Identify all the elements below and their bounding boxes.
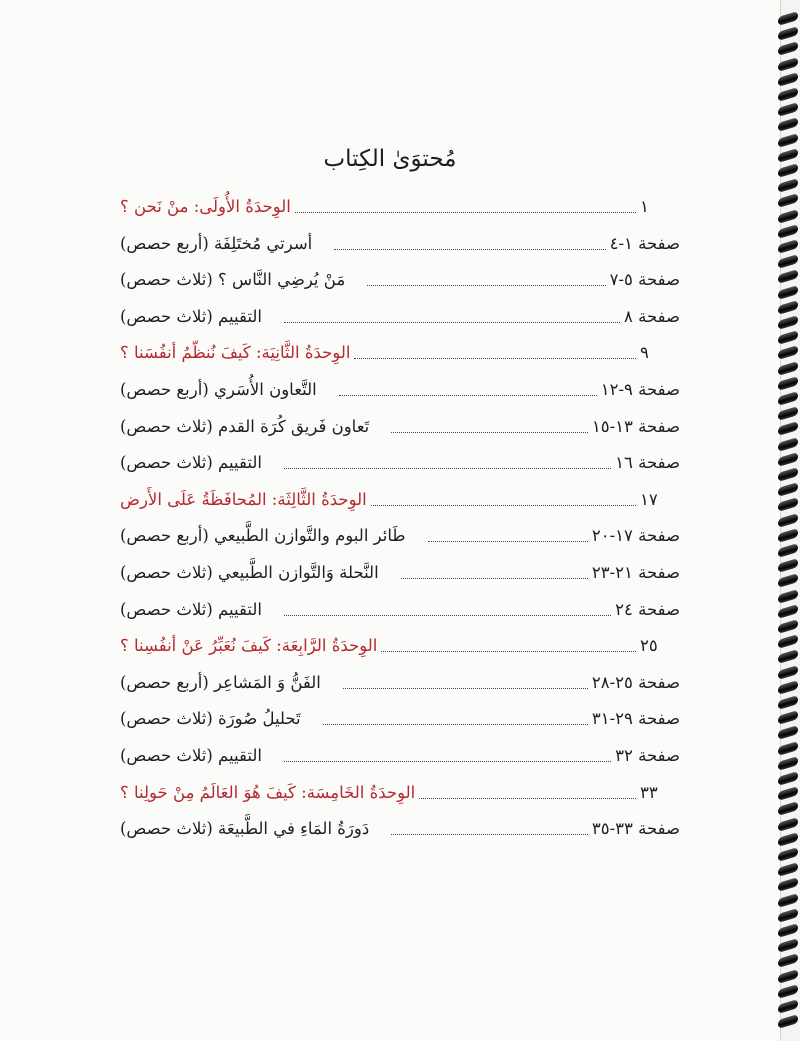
- leader-dots: [343, 688, 588, 689]
- toc-entry-row: [118, 261, 680, 291]
- spiral-coil: [778, 437, 798, 452]
- page-reference: ٢٥: [640, 636, 658, 656]
- toc-entry-row: [118, 737, 680, 767]
- spiral-coil: [778, 513, 798, 528]
- leader-dots: [391, 834, 588, 835]
- spiral-coil: [778, 589, 798, 604]
- leader-dots: [354, 358, 636, 359]
- spiral-coil: [778, 680, 798, 695]
- entry-title: دَورَةُ المَاءِ في الطَّبيعَة (ثلاث حصص): [120, 819, 370, 839]
- spiral-coil: [778, 710, 798, 725]
- spiral-coil: [778, 467, 798, 482]
- toc-entry-row: [118, 554, 680, 584]
- spiral-coil: [778, 999, 798, 1014]
- spiral-coil: [778, 893, 798, 908]
- spiral-coil: [778, 528, 798, 543]
- toc-unit-row: [118, 334, 680, 364]
- spiral-coil: [778, 239, 798, 254]
- spiral-coil: [778, 133, 798, 148]
- spiral-coil: [778, 422, 798, 437]
- spiral-coil: [778, 361, 798, 376]
- unit-title: الوِحدَةُ الرَّابِعَة: كَيفَ نُعَبِّرُ عَنْ أنفُسِنا ؟: [120, 636, 378, 656]
- entry-title: التقييم (ثلاث حصص): [120, 746, 262, 765]
- unit-title: الوِحدَةُ الأُولَى: منْ نَحن ؟: [120, 197, 291, 216]
- spiral-coil: [778, 11, 798, 26]
- page-reference: صفحة ١٧-٢٠: [591, 526, 680, 546]
- spiral-coil: [778, 771, 798, 786]
- entry-title: النَّحلة وَالتَّوازن الطَّبيعي (ثلاث حصص): [120, 563, 379, 582]
- page-reference: صفحة ٢٩-٣١: [591, 709, 680, 729]
- leader-dots: [391, 432, 588, 433]
- page-reference: صفحة ١-٤: [609, 233, 680, 253]
- spiral-coil: [778, 315, 798, 330]
- page-reference: ٣٣: [640, 782, 658, 802]
- entry-title: طَائر البوم والتَّوازن الطَّبيعي (أربع حصص): [120, 526, 406, 546]
- spiral-coil: [778, 832, 798, 847]
- spiral-coil: [778, 650, 798, 665]
- spiral-coil: [778, 163, 798, 178]
- page-reference: ١٧: [640, 489, 658, 509]
- spiral-coil: [778, 1014, 798, 1029]
- entry-title: أسرتي مُختَلِفَة (أربع حصص): [120, 233, 313, 253]
- spiral-coil: [778, 543, 798, 558]
- leader-dots: [339, 395, 597, 396]
- toc-entry-row: [118, 298, 680, 328]
- spiral-coil: [778, 452, 798, 467]
- leader-dots: [323, 724, 588, 725]
- page-reference: صفحة ١٦: [615, 453, 680, 473]
- spiral-coil: [778, 619, 798, 634]
- leader-dots: [295, 212, 636, 213]
- spiral-coil: [778, 42, 798, 57]
- toc-unit-row: [118, 188, 680, 218]
- spiral-coil: [778, 574, 798, 589]
- unit-title: الوِحدَةُ الثَّالِثَة: المُحافَظَةُ عَلَى الأَرض: [120, 489, 367, 509]
- spiral-coil: [778, 209, 798, 224]
- toc-entry-row: [118, 225, 680, 255]
- toc-entry-row: [118, 444, 680, 474]
- spiral-coil: [778, 786, 798, 801]
- spiral-coil: [778, 330, 798, 345]
- spiral-coil: [778, 665, 798, 680]
- leader-dots: [284, 615, 611, 616]
- entry-title: التقييم (ثلاث حصص): [120, 306, 262, 326]
- spiral-coil: [778, 726, 798, 741]
- spiral-coil: [778, 72, 798, 87]
- spiral-coil: [778, 194, 798, 209]
- page-reference: صفحة ٨: [624, 306, 680, 326]
- spiral-coil: [778, 695, 798, 710]
- toc-entry-row: [118, 810, 680, 840]
- leader-dots: [371, 505, 636, 506]
- spiral-coil: [778, 178, 798, 193]
- entry-title: التقييم (ثلاث حصص): [120, 453, 262, 473]
- unit-title: الوِحدَةُ الثَّانِيَة: كَيفَ نُنظّمُ أنفُسَنا ؟: [120, 343, 351, 363]
- spiral-coil: [778, 558, 798, 573]
- page-reference: صفحة ٢٥-٢٨: [591, 672, 680, 692]
- entry-title: تَحليلُ صُورَة (ثلاث حصص): [120, 709, 301, 729]
- toc-entry-row: [118, 664, 680, 694]
- spiral-coil: [778, 482, 798, 497]
- spiral-coil: [778, 118, 798, 133]
- spiral-coil: [778, 908, 798, 923]
- toc-entry-row: [118, 517, 680, 547]
- page-reference: صفحة ٢١-٢٣: [591, 563, 680, 582]
- spiral-coil: [778, 87, 798, 102]
- leader-dots: [367, 285, 605, 286]
- spiral-coil: [778, 148, 798, 163]
- spiral-binding: [774, 14, 800, 1034]
- entry-title: الفَنُّ وَ المَشاعِر (أربع حصص): [120, 672, 321, 692]
- toc-unit-row: [118, 774, 680, 804]
- page-reference: صفحة ٩-١٢: [600, 380, 680, 399]
- leader-dots: [284, 322, 620, 323]
- page-title: مُحتوَىٰ الكِتاب: [323, 146, 457, 172]
- page-reference: ٩: [640, 343, 649, 363]
- leader-dots: [284, 468, 611, 469]
- spiral-coil: [778, 498, 798, 513]
- spiral-coil: [778, 285, 798, 300]
- spiral-coil: [778, 406, 798, 421]
- entry-title: التقييم (ثلاث حصص): [120, 599, 262, 619]
- leader-dots: [428, 541, 588, 542]
- leader-dots: [334, 249, 605, 250]
- spiral-coil: [778, 923, 798, 938]
- page-reference: صفحة ٣٢: [615, 746, 680, 765]
- toc-entry-row: [118, 408, 680, 438]
- page-reference: صفحة ١٣-١٥: [591, 416, 680, 436]
- leader-dots: [419, 798, 636, 799]
- spiral-coil: [778, 346, 798, 361]
- entry-title: مَنْ يُرضِي النَّاس ؟ (ثلاث حصص): [120, 270, 346, 290]
- spiral-coil: [778, 862, 798, 877]
- spiral-coil: [778, 224, 798, 239]
- spiral-coil: [778, 878, 798, 893]
- page-reference: ١: [640, 197, 649, 216]
- spiral-coil: [778, 954, 798, 969]
- spiral-coil: [778, 604, 798, 619]
- spiral-coil: [778, 802, 798, 817]
- toc-entry-row: [118, 700, 680, 730]
- leader-dots: [284, 761, 611, 762]
- spiral-coil: [778, 270, 798, 285]
- entry-title: تَعاون فَريق كُرَة القدم (ثلاث حصص): [120, 416, 370, 436]
- page-reference: صفحة ٥-٧: [609, 270, 680, 290]
- spiral-coil: [778, 102, 798, 117]
- spiral-coil: [778, 26, 798, 41]
- toc-unit-row: [118, 627, 680, 657]
- toc-unit-row: [118, 481, 680, 511]
- spiral-coil: [778, 634, 798, 649]
- leader-dots: [401, 578, 588, 579]
- toc-entry-row: [118, 371, 680, 401]
- toc-entry-row: [118, 591, 680, 621]
- entry-title: التَّعاون الأُسَري (أربع حصص): [120, 380, 317, 399]
- spiral-coil: [778, 391, 798, 406]
- leader-dots: [381, 651, 636, 652]
- spiral-coil: [778, 300, 798, 315]
- spiral-coil: [778, 741, 798, 756]
- spiral-coil: [778, 847, 798, 862]
- spiral-coil: [778, 984, 798, 999]
- unit-title: الوِحدَةُ الخَامِسَة: كَيفَ هُوَ العَالَمُ مِنْ حَولِنا ؟: [120, 782, 416, 802]
- spiral-coil: [778, 57, 798, 72]
- spiral-coil: [778, 938, 798, 953]
- spiral-coil: [778, 376, 798, 391]
- spiral-coil: [778, 254, 798, 269]
- page-reference: صفحة ٢٤: [615, 599, 680, 619]
- spiral-coil: [778, 969, 798, 984]
- page-reference: صفحة ٣٣-٣٥: [591, 819, 680, 839]
- spiral-coil: [778, 756, 798, 771]
- spiral-coil: [778, 817, 798, 832]
